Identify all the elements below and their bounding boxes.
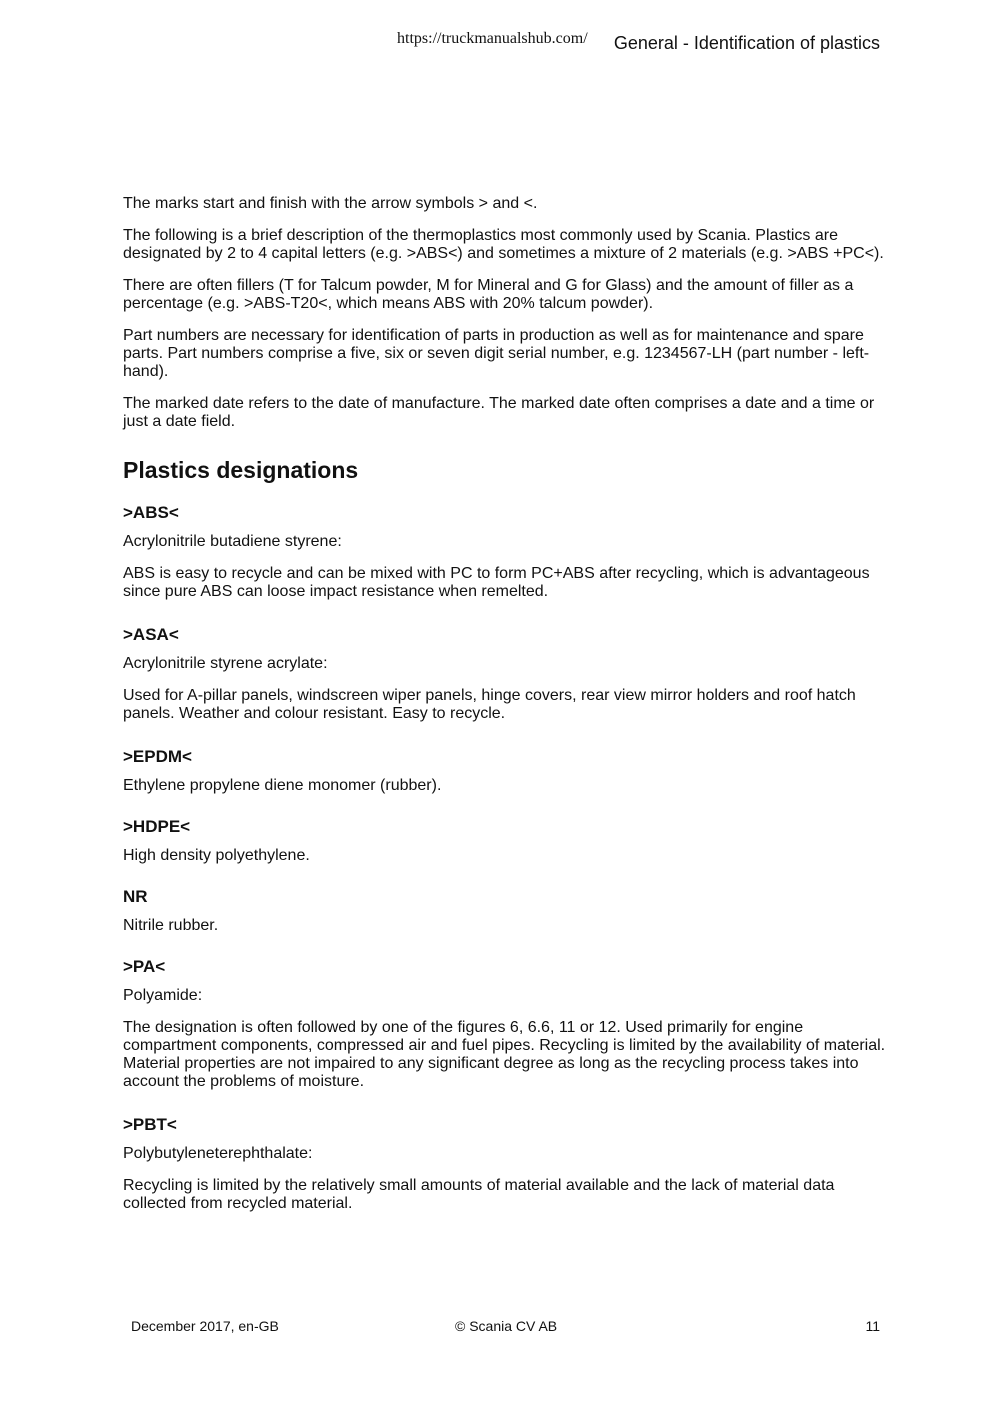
designation-code: >EPDM<	[123, 747, 192, 766]
footer-page-number: 11	[865, 1318, 880, 1334]
designation-name: Nitrile rubber.	[123, 917, 219, 934]
designation-code: >PBT<	[123, 1115, 177, 1134]
designation-description: Recycling is limited by the relatively small amounts of material available and the lack of material data collected from recycled material.	[123, 1177, 835, 1212]
designation-code: >ABS<	[123, 503, 179, 522]
designation-code: NR	[123, 887, 148, 906]
intro-paragraph: Part numbers are necessary for identification of parts in production as well as for maintenance and spare parts. Part numbers comprise a five, six or seven digit serial number, e.g. 1234567-LH (part number - left-hand).	[123, 327, 870, 380]
designation-name: High density polyethylene.	[123, 847, 310, 864]
designation-code: >HDPE<	[123, 817, 191, 836]
intro-paragraph: There are often fillers (T for Talcum powder, M for Mineral and G for Glass) and the amount of filler as a percentage (e.g. >ABS-T20<, which means ABS with 20% talcum powder).	[123, 277, 854, 312]
designation-description: The designation is often followed by one of the figures 6, 6.6, 11 or 12. Used primarily for engine compartment components, compressed air and fuel pipes. Recycling is limited by the availability of material. Material properties are not impaired to any significant degree as long as the recycling process takes into account the problems of moisture.	[123, 1019, 886, 1090]
footer-copyright: © Scania CV AB	[455, 1318, 558, 1334]
designation-item-pbt	[123, 1115, 889, 1213]
designation-item-pa	[123, 957, 889, 1091]
designation-name: Acrylonitrile styrene acrylate:	[123, 655, 328, 672]
intro-section	[123, 195, 889, 431]
designation-name: Ethylene propylene diene monomer (rubber).	[123, 777, 442, 794]
designation-item-asa	[123, 625, 889, 723]
designation-item-epdm	[123, 747, 889, 795]
page-header-title: General - Identification of plastics	[613, 33, 880, 53]
header-url: https://truckmanualshub.com/	[397, 30, 588, 47]
designation-item-hdpe	[123, 817, 889, 865]
intro-paragraph: The marked date refers to the date of manufacture. The marked date often comprises a date and a time or just a date field.	[123, 395, 875, 430]
intro-paragraph: The marks start and finish with the arrow symbols > and <.	[123, 195, 538, 212]
designation-name: Polyamide:	[123, 987, 203, 1004]
designation-description: ABS is easy to recycle and can be mixed with PC to form PC+ABS after recycling, which is advantageous since pure ABS can loose impact resistance when remelted.	[123, 565, 870, 600]
intro-paragraph: The following is a brief description of the thermoplastics most commonly used by Scania. Plastics are designated by 2 to 4 capital letters (e.g. >ABS<) and sometimes a mixture of 2 materials (e.g. >ABS +PC<).	[123, 227, 884, 262]
designation-description: Used for A-pillar panels, windscreen wiper panels, hinge covers, rear view mirror holders and roof hatch panels. Weather and colour resistant. Easy to recycle.	[123, 687, 856, 722]
designation-code: >PA<	[123, 957, 166, 976]
footer-date: December 2017, en-GB	[131, 1318, 279, 1334]
designation-item-nr	[123, 887, 889, 935]
designation-code: >ASA<	[123, 625, 179, 644]
designation-item-abs	[123, 503, 889, 601]
designation-name: Polybutyleneterephthalate:	[123, 1145, 313, 1162]
section-heading: Plastics designations	[123, 457, 359, 483]
main-content	[123, 195, 889, 1237]
designation-name: Acrylonitrile butadiene styrene:	[123, 533, 342, 550]
